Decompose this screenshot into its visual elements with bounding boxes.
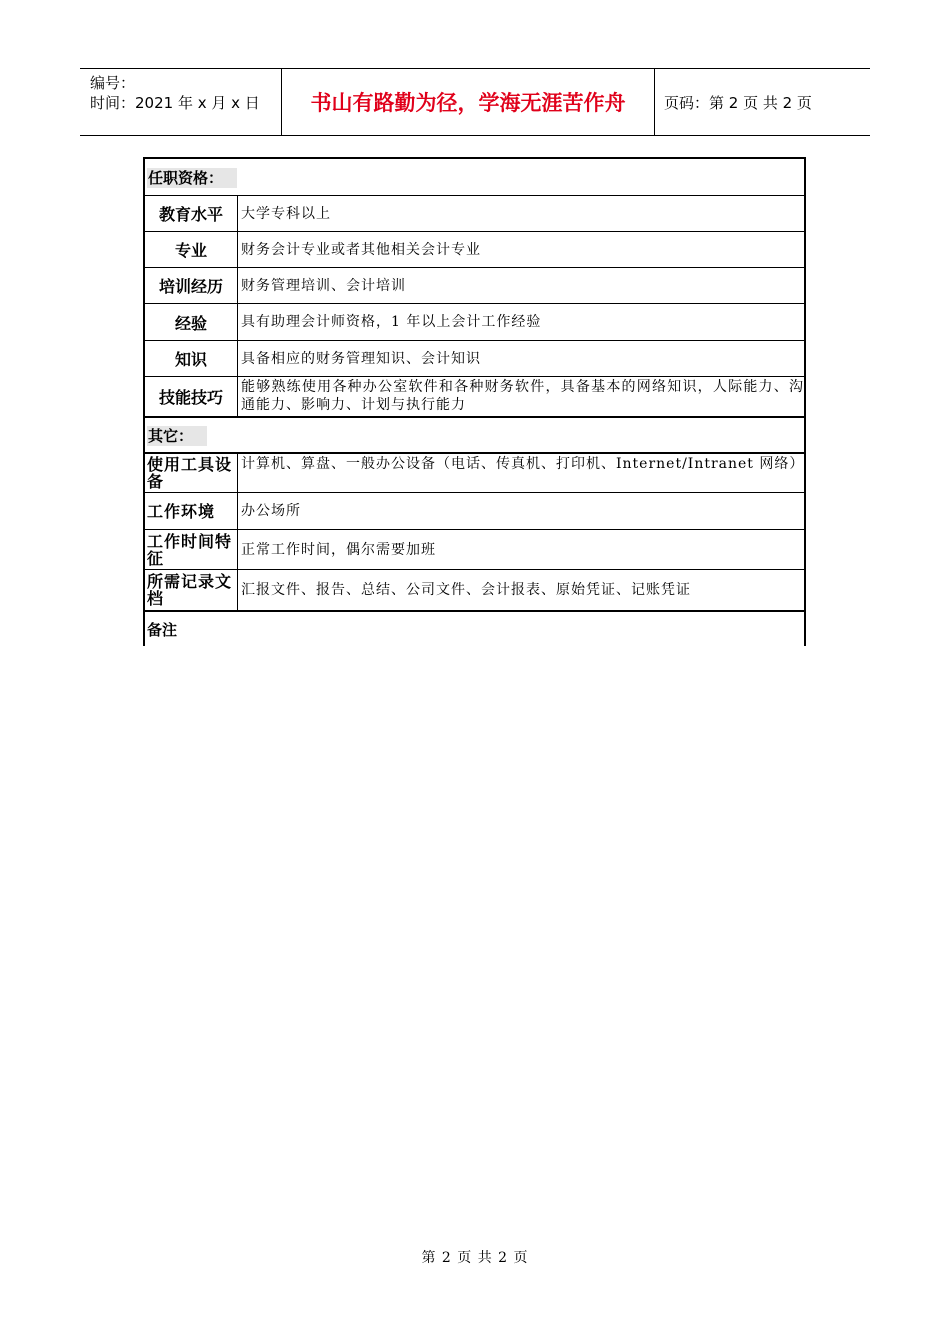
row-value: 具有助理会计师资格，1 年以上会计工作经验 (241, 314, 542, 330)
table-row (145, 341, 804, 377)
remarks-section (145, 612, 804, 646)
table-row (145, 268, 804, 304)
header-meta (90, 73, 260, 113)
header-divider (654, 69, 655, 135)
header-motto: 书山有路勤为径，学海无涯苦作舟 (310, 91, 626, 115)
others-section (145, 418, 804, 612)
row-value: 能够熟练使用各种办公室软件和各种财务软件，具备基本的网络知识，人际能力、沟通能力、影响力、计划与执行能力 (241, 379, 804, 413)
others-title: 其它： (145, 418, 804, 454)
qualifications-section (145, 159, 804, 418)
header-page-number: 页码：第 2 页 共 2 页 (664, 94, 812, 112)
row-label: 专业 (145, 232, 238, 267)
row-label: 使用工具设备 (145, 454, 238, 492)
table-row (145, 454, 804, 493)
row-value: 具备相应的财务管理知识、会计知识 (241, 350, 481, 367)
row-value: 汇报文件、报告、总结、公司文件、会计报表、原始凭证、记账凭证 (241, 582, 691, 598)
page-footer: 第 2 页 共 2 页 (421, 1250, 529, 1266)
document-number-label: 编号： (90, 74, 136, 92)
row-label: 所需记录文档 (145, 570, 238, 610)
row-label: 教育水平 (145, 196, 238, 231)
page-header (80, 68, 870, 136)
table-row (145, 570, 804, 610)
table-row (145, 196, 804, 232)
job-spec-table (143, 157, 806, 646)
row-label: 知识 (145, 341, 238, 376)
remarks-title: 备注 (147, 621, 178, 639)
document-date-label: 时间：2021 年 x 月 x 日 (90, 94, 260, 112)
table-row (145, 232, 804, 268)
row-value: 财务会计专业或者其他相关会计专业 (241, 241, 481, 258)
row-label: 培训经历 (145, 268, 238, 303)
row-label: 技能技巧 (145, 377, 238, 416)
row-label: 工作环境 (145, 493, 238, 529)
table-row (145, 304, 804, 341)
table-row (145, 377, 804, 416)
row-value: 办公场所 (241, 503, 301, 519)
row-value: 财务管理培训、会计培训 (241, 277, 406, 294)
qualifications-title: 任职资格： (145, 159, 804, 196)
row-value: 大学专科以上 (241, 205, 331, 222)
row-value: 正常工作时间，偶尔需要加班 (241, 541, 436, 558)
table-row (145, 530, 804, 570)
row-value: 计算机、算盘、一般办公设备（电话、传真机、打印机、Internet/Intranet 网络） (241, 456, 805, 472)
table-row (145, 493, 804, 530)
row-label: 工作时间特征 (145, 530, 238, 569)
row-label: 经验 (145, 304, 238, 340)
